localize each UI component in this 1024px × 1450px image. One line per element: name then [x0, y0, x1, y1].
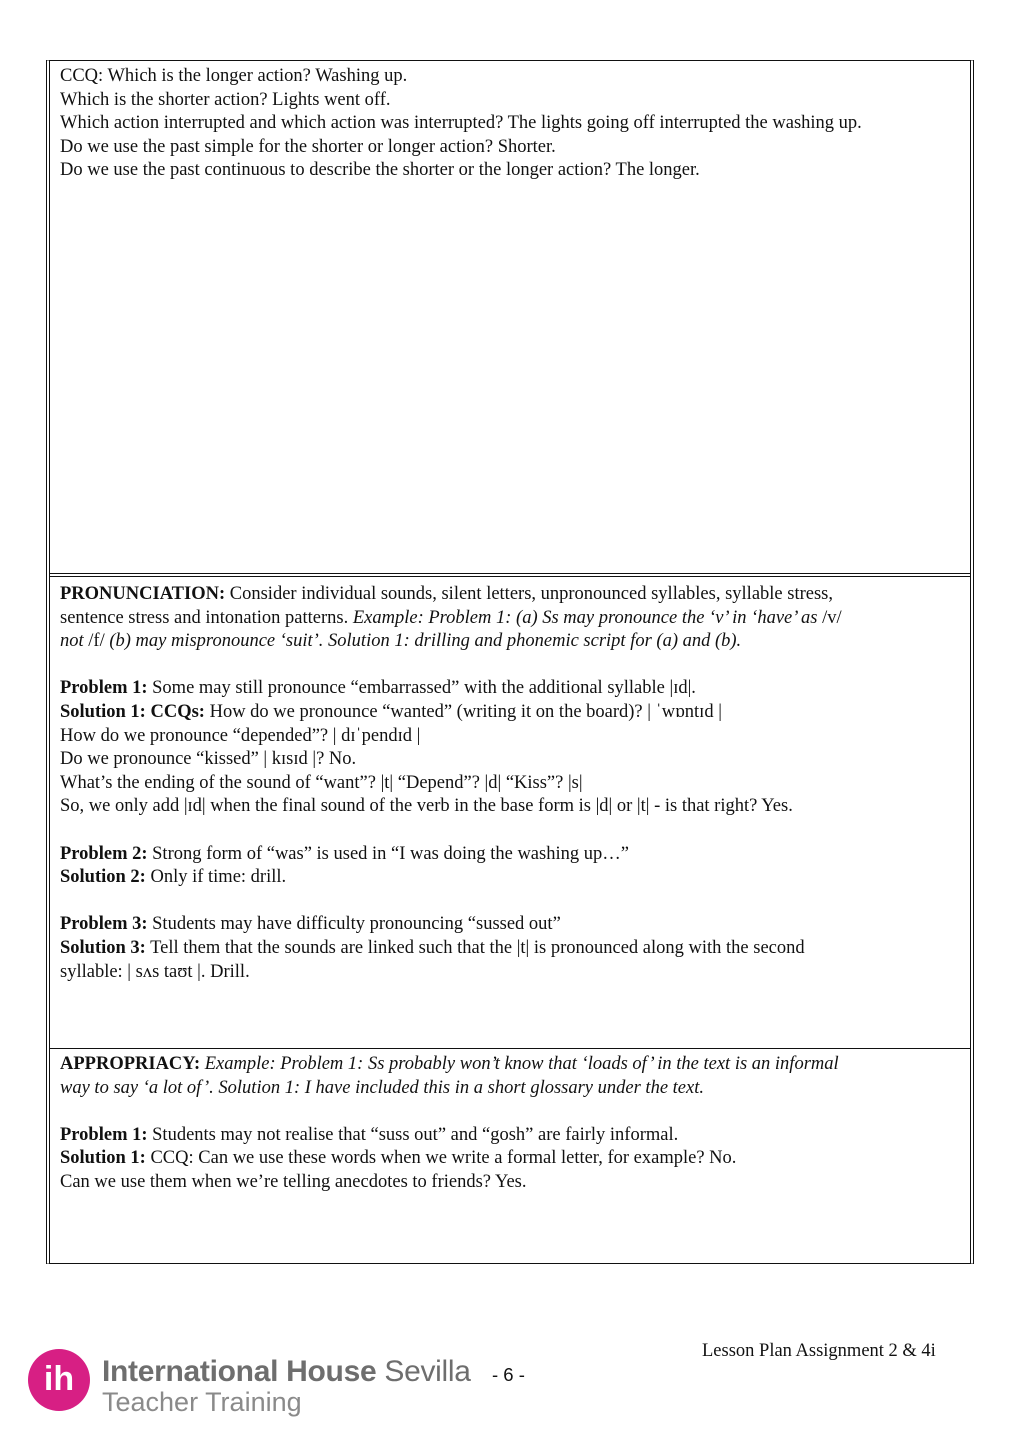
appropriacy-intro: APPROPRIACY: Example: Problem 1: Ss probably won’t know that ‘loads of’ in the text is an informal — [60, 1054, 839, 1074]
ccq-section — [50, 61, 970, 577]
logo-line-2: Teacher Training — [102, 1387, 302, 1417]
solution-2: Solution 2: Only if time: drill. — [60, 867, 287, 888]
appropriacy-section — [50, 1049, 970, 1263]
solution-1-line: Do we pronounce “kissed” | kɪsɪd |? No. — [60, 749, 357, 770]
pronunciation-heading: PRONUNCIATION: — [60, 584, 226, 604]
lesson-plan-table — [46, 60, 974, 1264]
solution-1-line: So, we only add |ɪd| when the final sound of the verb in the base form is |d| or |t| - is that right? Yes. — [60, 796, 793, 817]
ccq-line: Which action interrupted and which action was interrupted? The lights going off interrupted the washing up. — [60, 113, 862, 134]
appropriacy-solution-1-line: Can we use them when we’re telling anecdotes to friends? Yes. — [60, 1171, 527, 1192]
appropriacy-heading: APPROPRIACY: — [60, 1054, 201, 1074]
pronunciation-section — [50, 577, 970, 1049]
ccq-line: Which is the shorter action? Lights went off. — [60, 89, 391, 110]
ccq-line: Do we use the past continuous to describe the shorter or the longer action? The longer. — [60, 160, 700, 181]
appropriacy-problem-1: Problem 1: Students may not realise that “suss out” and “gosh” are fairly informal. — [60, 1124, 679, 1145]
page-number: - 6 - — [492, 1364, 525, 1385]
ccq-line: CCQ: Which is the longer action? Washing up. — [60, 66, 408, 86]
problem-1: Problem 1: Some may still pronounce “embarrassed” with the additional syllable |ɪd|. — [60, 678, 696, 699]
pronunciation-intro: PRONUNCIATION: Consider individual sounds, silent letters, unpronounced syllables, syllable stress, — [60, 584, 833, 604]
appropriacy-solution-1: Solution 1: CCQ: Can we use these words when we write a formal letter, for example? No. — [60, 1148, 737, 1169]
footer-assignment-label: Lesson Plan Assignment 2 & 4i — [702, 1341, 936, 1361]
ih-logo-icon: ih — [28, 1349, 90, 1411]
pronunciation-intro: not /f/ (b) may mispronounce ‘suit’. Solution 1: drilling and phonemic script for (a) and (b). — [60, 631, 742, 652]
problem-3: Problem 3: Students may have difficulty pronouncing “sussed out” — [60, 914, 561, 935]
appropriacy-intro: way to say ‘a lot of’. Solution 1: I have included this in a short glossary under the text. — [60, 1077, 704, 1098]
solution-3-line: syllable: | sʌs taʊt |. Drill. — [60, 961, 250, 982]
pronunciation-intro: sentence stress and intonation patterns. Example: Problem 1: (a) Ss may pronounce the ‘v’ in ‘have’ as /v/ — [60, 607, 842, 628]
problem-2: Problem 2: Strong form of “was” is used in “I was doing the washing up…” — [60, 843, 629, 864]
ccq-line: Do we use the past simple for the shorter or longer action? Shorter. — [60, 136, 556, 157]
solution-1-line: How do we pronounce “depended”? | dɪˈpendɪd | — [60, 725, 421, 746]
solution-3: Solution 3: Tell them that the sounds are linked such that the |t| is pronounced along with the second — [60, 937, 805, 958]
solution-1: Solution 1: CCQs: How do we pronounce “wanted” (writing it on the board)? | ˈwɒntɪd | — [60, 701, 722, 722]
logo-line-1: International House Sevilla — [102, 1355, 471, 1388]
ih-sevilla-logo — [28, 1349, 508, 1419]
solution-1-line: What’s the ending of the sound of “want”? |t| “Depend”? |d| “Kiss”? |s| — [60, 772, 583, 793]
